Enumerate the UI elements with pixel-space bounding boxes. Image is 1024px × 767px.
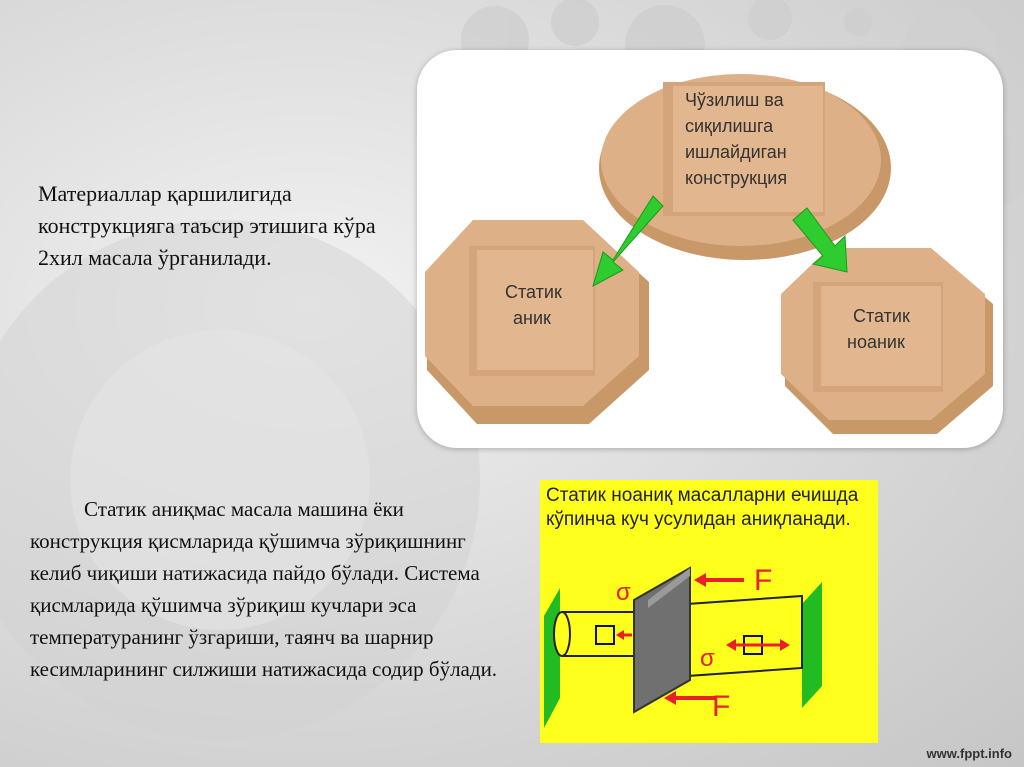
force-arrow-top: [694, 573, 744, 587]
sigma-label-left: σ: [616, 579, 631, 606]
inset-caption: Статик ноаниқ масалларни ечишда кўпинча куч усулидан аниқланади.: [546, 485, 859, 530]
body-paragraph: Статик аниқмас масала машина ёки конструкция қисмларида қўшимча зўриқишнинг келиб чиқиши натижасида пайдо бўлади. Система қисмларида қўшимча зўриқиш кучлари эса температуранинг ўзгариши, таянч ва шарнир кесимларининг силжиши натижасида содир бўлади.: [30, 497, 498, 681]
middle-plate: [634, 568, 690, 712]
right-box: [781, 248, 993, 434]
right-wall: [802, 582, 822, 708]
right-box-label: Статик ноаник: [847, 306, 910, 352]
left-wall: [544, 588, 560, 728]
sigma-label-right: σ: [700, 645, 715, 672]
footer-site-credit: www.fppt.info: [926, 746, 1012, 761]
intro-paragraph: Материаллар қаршилигида конструкцияга таъсир этишига кўра 2хил масала ўрганилади.: [38, 181, 376, 270]
left-box: [425, 220, 649, 424]
diagram-card: [417, 50, 1003, 448]
classification-diagram: [417, 50, 1003, 448]
force-arrow-bottom: [664, 691, 716, 705]
beam-diagram: [540, 480, 878, 743]
force-label-bottom: F: [712, 690, 731, 723]
force-label-top: F: [754, 564, 773, 597]
left-box-label: Статик аник: [505, 282, 562, 328]
top-box-label: Чўзилиш ва сиқилишга ишлайдиган конструкция: [685, 90, 788, 188]
inset-panel: [540, 480, 878, 743]
top-box: [599, 74, 891, 260]
